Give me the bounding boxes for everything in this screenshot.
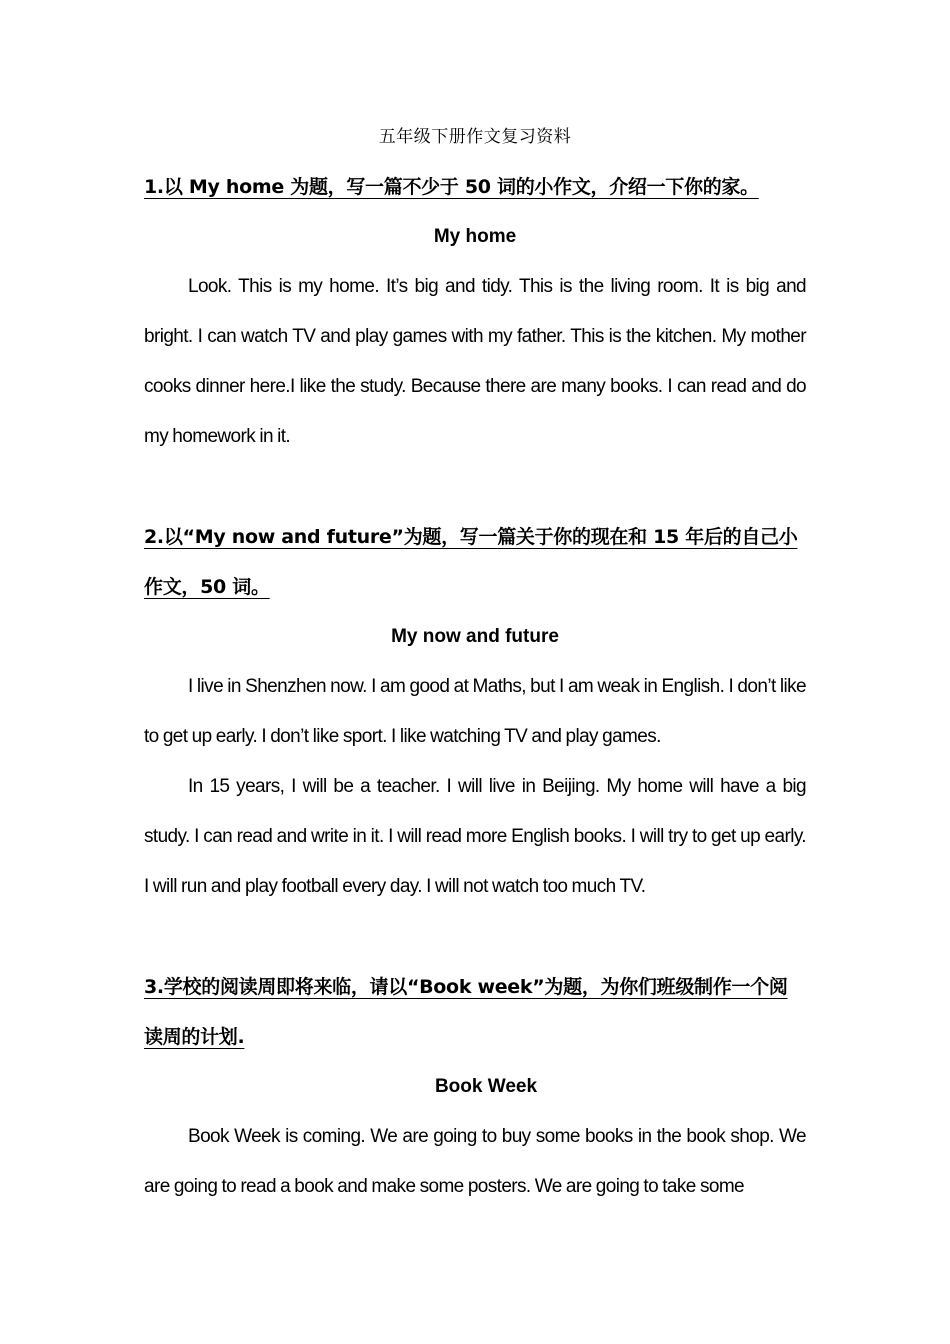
document-title: 五年级下册作文复习资料 [378,127,572,147]
section-2-essay-title: My now and future [391,626,559,647]
section-1-paragraph-1: Look. This is my home. It’s big and tidy. This is the living room. It is big and bright. I can watch TV and play games with my father. This is the kitchen. My mother cooks dinner here.I like the study. Because there are many books. I can read and do my homework in it. [144,276,806,447]
section-1-prompt: 1.以 My home 为题，写一篇不少于 50 词的小作文，介绍一下你的家。 [144,176,759,198]
section-3 [144,962,806,1212]
section-2-paragraph-1: I live in Shenzhen now. I am good at Maths, but I am weak in English. I don’t like to get up early. I don’t like sport. I like watching TV and play games. [144,676,806,747]
document-page [144,112,806,1212]
section-3-essay-title: Book Week [434,1076,538,1097]
section-1-essay-title: My home [433,226,517,247]
spacer [144,462,806,512]
section-3-paragraph-1: Book Week is coming. We are going to buy some books in the book shop. We are going to read a book and make some posters. We are going to take some [144,1126,806,1197]
section-2-paragraph-2: In 15 years, I will be a teacher. I will live in Beijing. My home will have a big study. I can read and write in it. I will read more English books. I will try to get up early. I will run and play football every day. I will not watch too much TV. [144,776,806,897]
section-1 [144,162,806,462]
section-3-prompt: 3.学校的阅读周即将来临，请以“Book week”为题，为你们班级制作一个阅读周的计划. [144,976,788,1048]
section-2 [144,512,806,912]
section-2-prompt: 2.以“My now and future”为题，写一篇关于你的现在和 15 年后的自己小作文，50 词。 [144,526,798,598]
spacer [144,912,806,962]
